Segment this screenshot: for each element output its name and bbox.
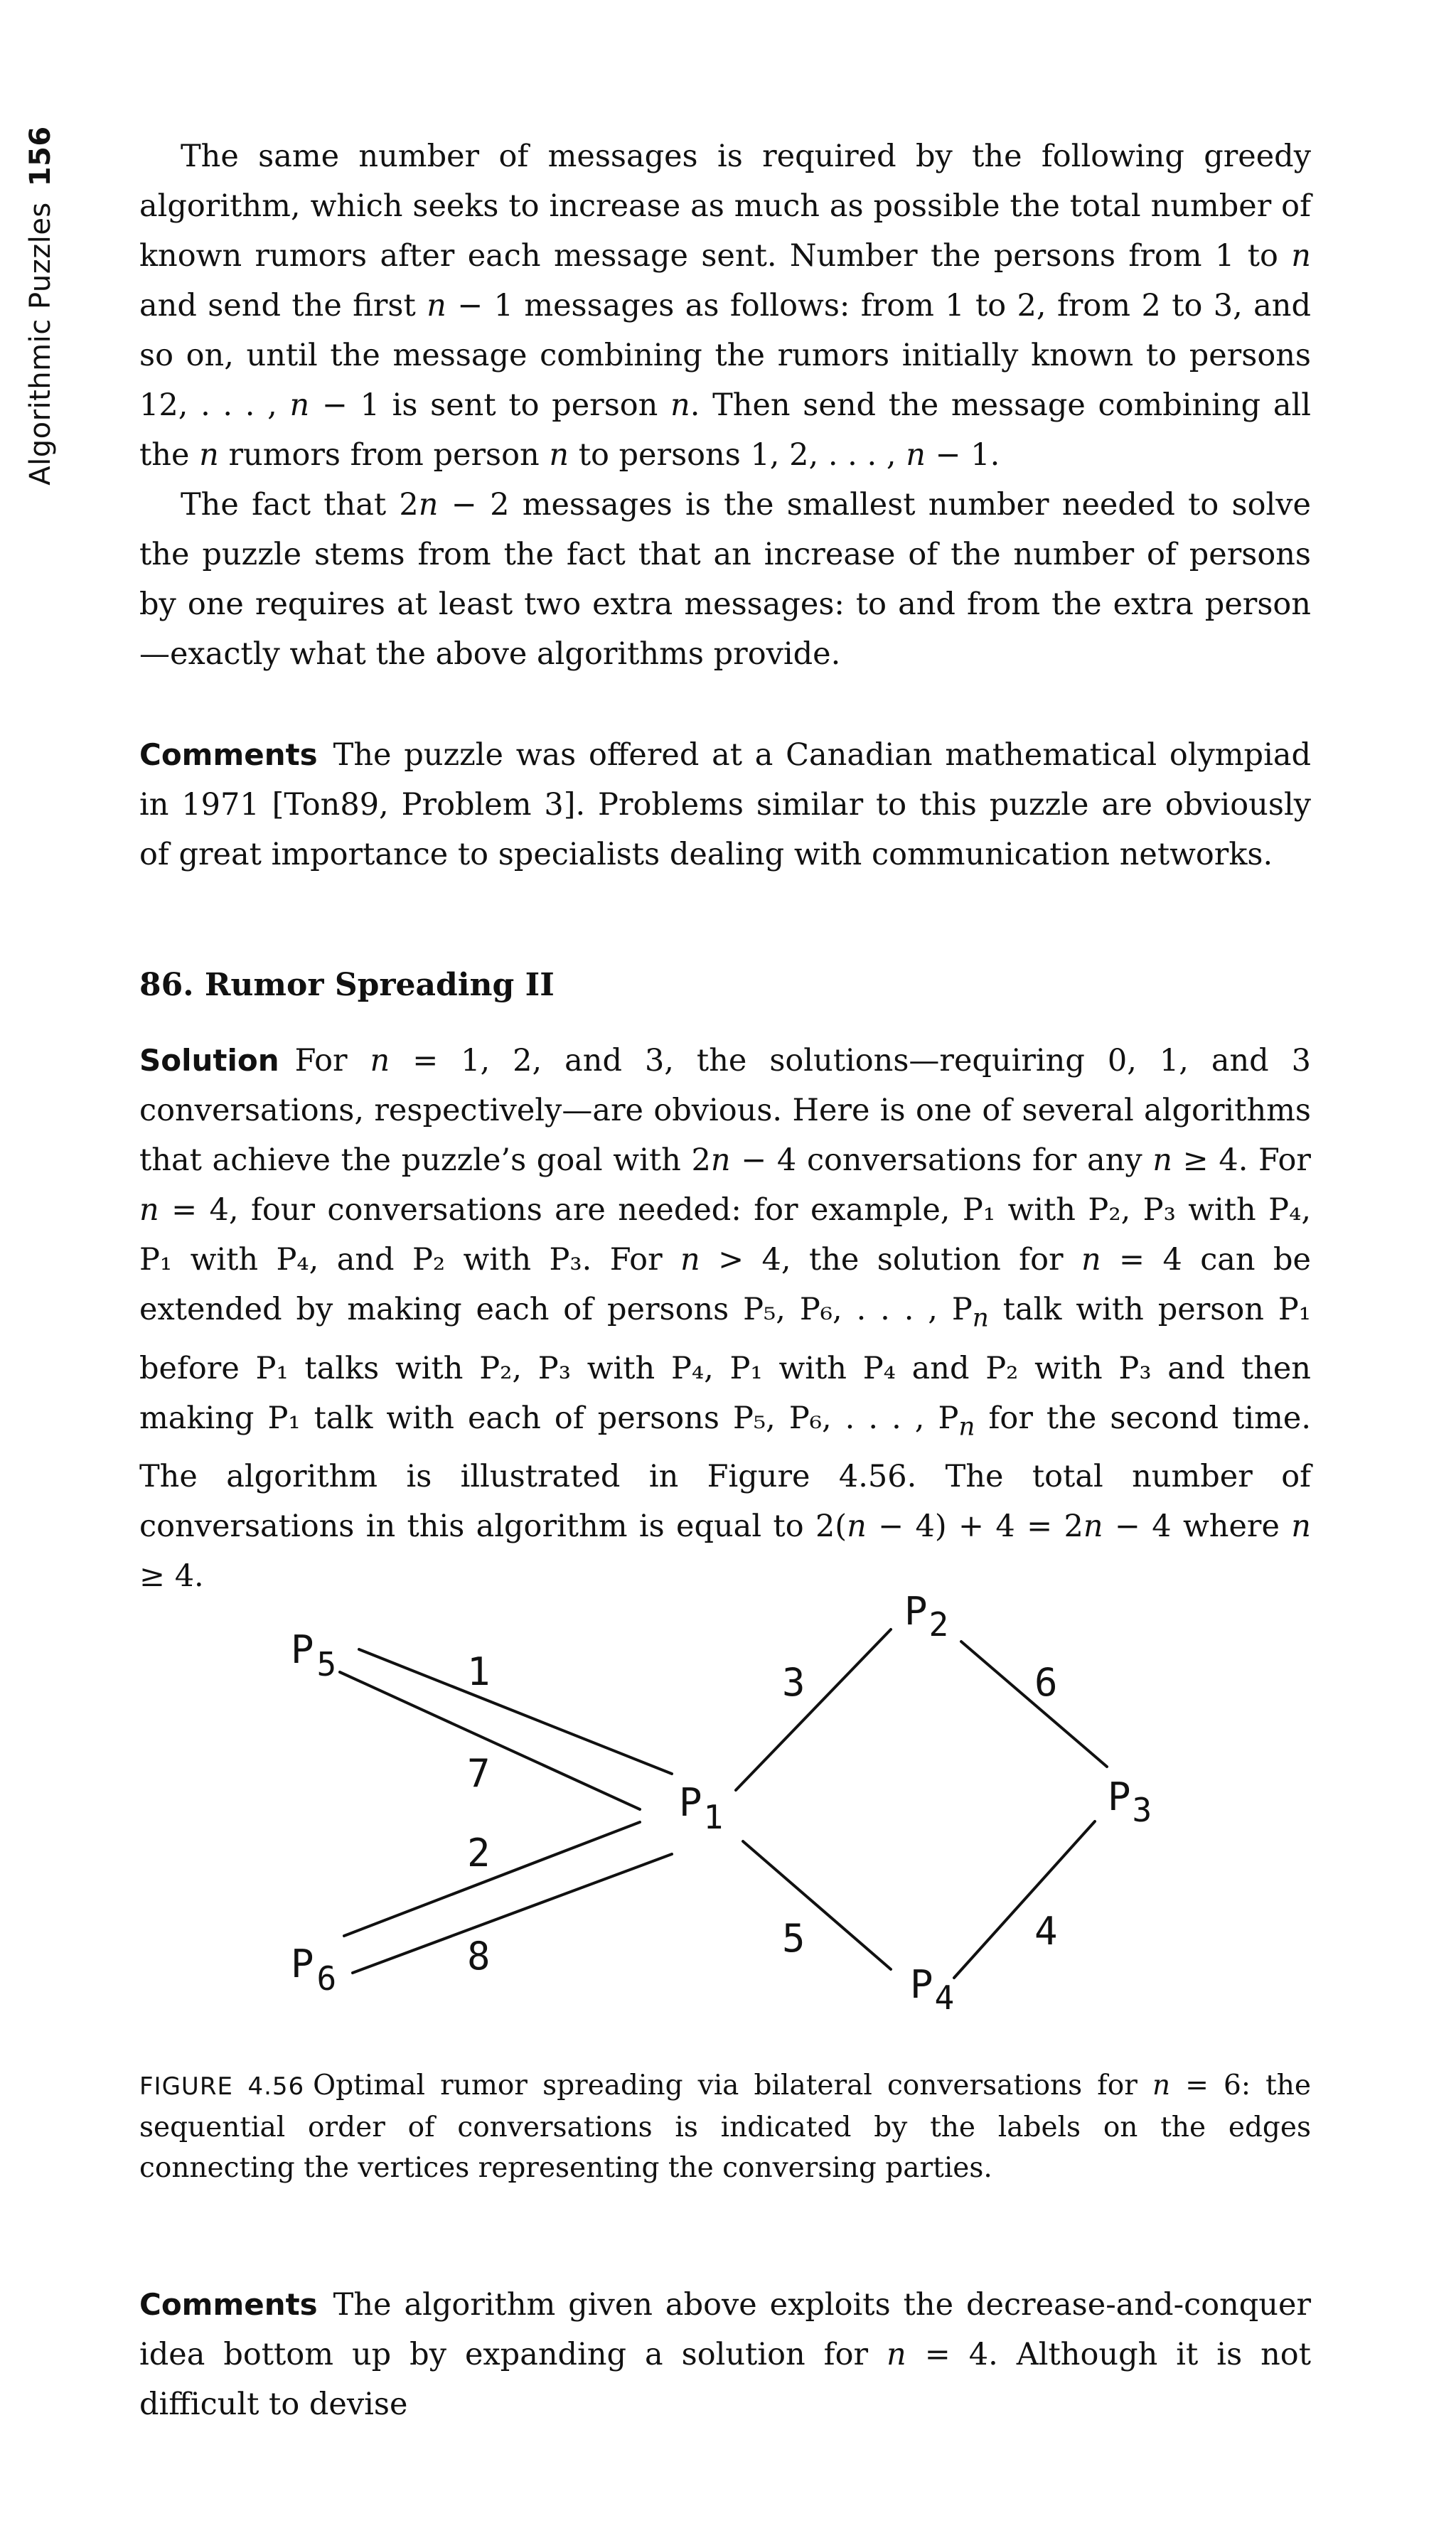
edge-label-1: 1 <box>467 1649 491 1694</box>
node-p4: P4 <box>910 1962 955 2017</box>
node-p6: P6 <box>291 1942 337 1998</box>
paragraph-greedy-algorithm: The same number of messages is required by the following greedy algorithm, which seeks to increase as much as possible the total number of known rumors after each message sent. Number the persons from 1 to n and send the first n − 1 messages as follows: from 1 to 2, from 2 to 3, and so on, until the message combining the rumors initially known to persons 12, . . . , n − 1 is sent to person n. Then send the message combining all the n rumors from person n to persons 1, 2, . . . , n − 1. <box>139 139 1311 473</box>
figure-caption-label: FIGURE 4.56 <box>139 2072 305 2101</box>
node-p3: P3 <box>1108 1774 1152 1829</box>
solution-paragraph: Solution For n = 1, 2, and 3, the solutions—requiring 0, 1, and 3 conversations, respectively—are obvious. Here is one of several algorithms that achieve the puzzle’s goal with 2n − 4 conversations for any n ≥ 4. For n = 4, four conversations are needed: for example, P₁ with P₂, P₃ with P₄, P₁ with P₄, and P₂ with P₃. For n > 4, the solution for n = 4 can be extended by making each of persons P₅, P₆, . . . , $P_n$ talk with person P₁ before P₁ talks with P₂, P₃ with P₄, P₁ with P₄ and P₂ with P₃ and then making P₁ talk with each of persons P₅, P₆, . . . , $P_n$ for the second time. The algorithm is illustrated in Figure 4.56. The total number of conversations in this algorithm is equal to 2(n − 4) + 4 = 2n − 4 where n ≥ 4. <box>139 1043 1311 1595</box>
comments-paragraph-1: Comments The puzzle was offered at a Canadian mathematical olympiad in 1971 [Ton89, Problem 3]. Problems similar to this puzzle are obviously of great importance to specialists dealing with communication networks. <box>139 737 1311 872</box>
page-number: 156 <box>24 126 58 187</box>
edge-label-2: 2 <box>467 1831 491 1875</box>
section-title: 86. Rumor Spreading II <box>139 967 555 1003</box>
edge-p6-p1-first <box>344 1822 640 1936</box>
comments-label: Comments <box>139 737 318 772</box>
edge-label-7: 7 <box>467 1751 491 1796</box>
edge-label-5: 5 <box>782 1916 805 1961</box>
solution-label: Solution <box>139 1043 279 1078</box>
comments-label-2: Comments <box>139 2287 318 2322</box>
edge-label-4: 4 <box>1034 1909 1058 1954</box>
edge-label-6: 6 <box>1034 1660 1058 1705</box>
edge-p4-p3 <box>954 1821 1095 1978</box>
edge-p1-p4 <box>743 1841 891 1969</box>
node-p5: P5 <box>291 1627 337 1683</box>
edge-label-8: 8 <box>467 1934 491 1979</box>
node-p2: P2 <box>904 1589 949 1644</box>
figure-caption: FIGURE 4.56 Optimal rumor spreading via bilateral conversations for n = 6: the sequential order of conversations is indicated by the labels on the edges connecting the vertices representing the conversing parties. <box>139 2070 1311 2184</box>
comments-block-2 <box>139 2280 1311 2429</box>
comments-paragraph-2: Comments The algorithm given above exploits the decrease-and-conquer idea bottom up by expanding a solution for n = 4. Although it is not difficult to devise <box>139 2287 1311 2422</box>
running-head-title: Algorithmic Puzzles <box>24 202 58 486</box>
edge-p5-p1-first <box>359 1649 672 1774</box>
paragraph-lower-bound: The fact that 2n − 2 messages is the smallest number needed to solve the puzzle stems from the fact that an increase of the number of persons by one requires at least two extra messages: to and from the extra person—exactly what the above algorithms provide. <box>139 487 1311 672</box>
edge-label-3: 3 <box>782 1660 805 1705</box>
node-p1: P1 <box>679 1780 724 1836</box>
edge-p1-p2 <box>736 1629 891 1790</box>
